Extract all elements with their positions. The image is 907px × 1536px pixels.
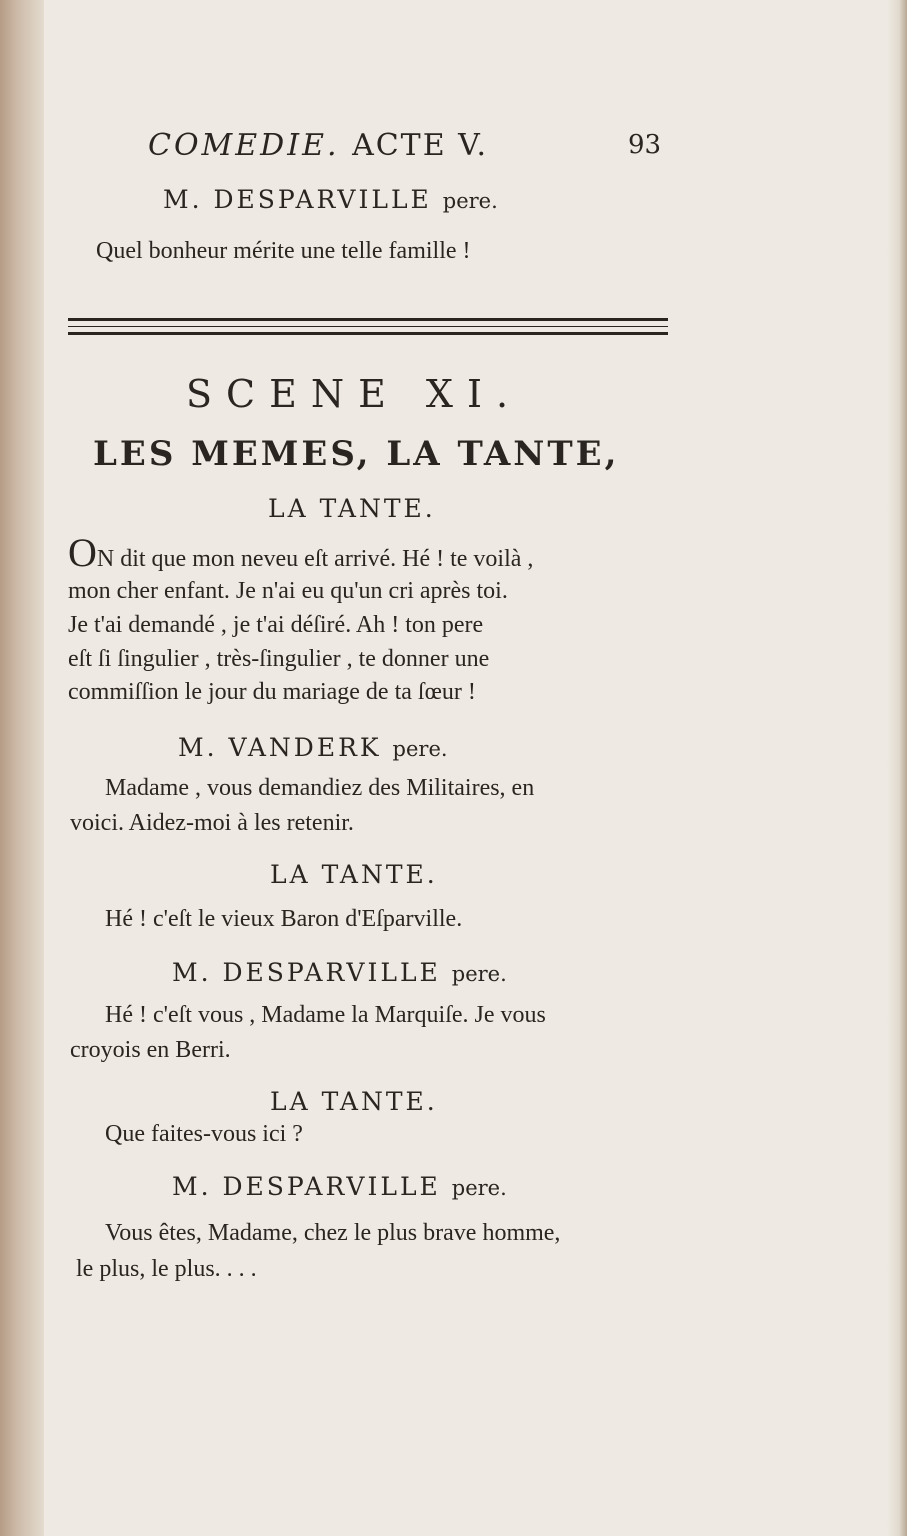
dialogue-line: croyois en Berri.: [70, 1037, 231, 1063]
dialogue-text: N dit que mon neveu eſt arrivé. Hé ! te voilà ,: [96, 546, 534, 572]
dialogue-line: Vous êtes, Madame, chez le plus brave homme,: [105, 1220, 561, 1246]
speaker-name: M. DESPARVILLE: [172, 1172, 441, 1201]
speaker-name: LA TANTE.: [270, 860, 438, 889]
speaker-name: LA TANTE.: [268, 494, 436, 523]
speaker-heading: [163, 185, 498, 214]
dialogue-line: le plus, le plus. . . .: [76, 1256, 257, 1282]
page-edge: [887, 0, 907, 1536]
speaker-heading: [268, 494, 436, 523]
speaker-name: M. DESPARVILLE: [172, 958, 441, 987]
page-number: 93: [628, 130, 662, 160]
dialogue-line: commiſſion le jour du mariage de ta ſœur !: [68, 679, 476, 705]
book-gutter: [0, 0, 44, 1536]
speaker-name: M. DESPARVILLE: [163, 185, 432, 214]
running-head: [148, 128, 488, 163]
ornamental-rule: [68, 318, 668, 321]
act-label: ACTE V.: [352, 128, 489, 163]
dialogue-line: Je t'ai demandé , je t'ai déſiré. Ah ! ton pere: [68, 612, 484, 638]
speaker-role: pere.: [451, 1176, 507, 1200]
dialogue-line: [68, 530, 534, 575]
running-title: COMEDIE.: [148, 128, 340, 163]
speaker-name: LA TANTE.: [270, 1087, 438, 1116]
scene-heading: SCENE XI.: [186, 372, 523, 416]
ornamental-rule: [68, 332, 668, 335]
speaker-role: pere.: [392, 737, 448, 761]
speaker-heading: [172, 958, 507, 987]
ornamental-rule: [68, 326, 668, 327]
dialogue-line: Madame , vous demandiez des Militaires, en: [105, 775, 535, 801]
speaker-heading: [270, 860, 438, 889]
cast-heading: LES MEMES, LA TANTE,: [93, 434, 620, 474]
speaker-heading: [178, 733, 448, 762]
dialogue-line: Que faites-vous ici ?: [105, 1121, 303, 1147]
dialogue-line: eſt ſi ſingulier , très-ſingulier , te donner une: [68, 646, 490, 672]
drop-capital: O: [68, 530, 97, 575]
speaker-name: M. VANDERK: [178, 733, 382, 762]
speaker-heading: [172, 1172, 507, 1201]
dialogue-line: Hé ! c'eſt le vieux Baron d'Eſparville.: [105, 906, 463, 932]
dialogue-line: Hé ! c'eſt vous , Madame la Marquiſe. Je vous: [105, 1002, 546, 1028]
speaker-role: pere.: [442, 189, 498, 213]
dialogue-line: voici. Aidez-moi à les retenir.: [70, 810, 354, 836]
dialogue-line: mon cher enfant. Je n'ai eu qu'un cri après toi.: [68, 578, 508, 604]
speaker-role: pere.: [451, 962, 507, 986]
speaker-heading: [270, 1087, 438, 1116]
dialogue-line: Quel bonheur mérite une telle famille !: [96, 238, 471, 264]
